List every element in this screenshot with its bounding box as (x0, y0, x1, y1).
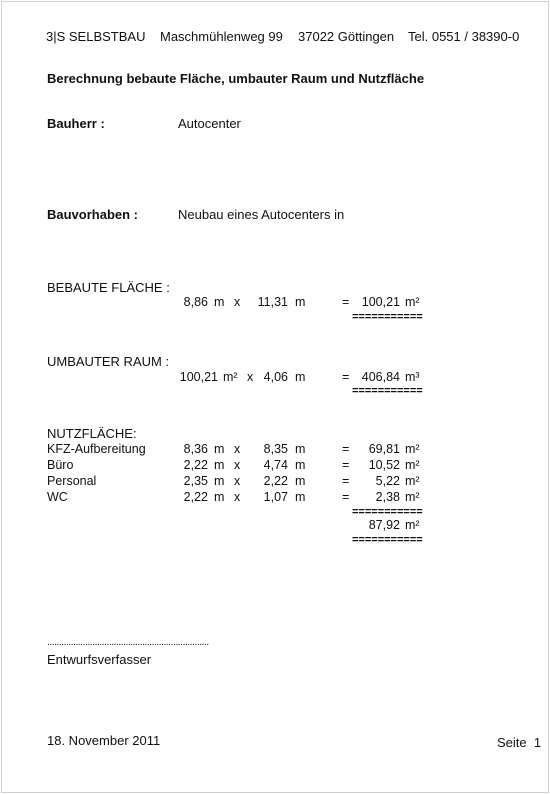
nutz-row-a: 8,36 (183, 442, 208, 456)
nutz-row-unit2: m (295, 474, 306, 488)
umbauter-double-underline: =========== (352, 385, 423, 397)
header-company: 3|S SELBSTBAU (46, 29, 146, 44)
nutz-double-underline: =========== (352, 534, 423, 546)
nutz-row-a: 2,35 (183, 474, 208, 488)
nutz-row-label: Büro (47, 458, 74, 472)
umbauter-a: 100,21 (179, 370, 218, 384)
bebaute-b: 11,31 (257, 295, 288, 309)
document-title: Berechnung bebaute Fläche, umbauter Raum und Nutzfläche (47, 71, 425, 86)
umbauter-result: 406,84 (361, 370, 400, 384)
umbauter-result-unit: m³ (405, 370, 420, 384)
nutz-row-times: x (234, 474, 241, 488)
umbauter-equals: = (342, 370, 350, 384)
nutz-row-unit1: m (214, 474, 225, 488)
nutz-row-b: 2,22 (263, 474, 288, 488)
nutz-row-times: x (234, 458, 241, 472)
nutz-row-result-unit: m² (405, 458, 420, 472)
header-street: Maschmühlenweg 99 (160, 29, 283, 44)
nutz-row-label: KFZ-Aufbereitung (47, 442, 146, 456)
umbauter-times: x (247, 370, 254, 384)
nutz-row-unit1: m (214, 442, 225, 456)
header-phone: Tel. 0551 / 38390-0 (408, 29, 520, 44)
umbauter-b: 4,06 (263, 370, 288, 384)
nutz-row-result-unit: m² (405, 474, 420, 488)
nutz-row-unit2: m (295, 490, 306, 504)
bebaute-a: 8,86 (183, 295, 208, 309)
nutz-row-unit2: m (295, 442, 306, 456)
nutz-row-result: 10,52 (368, 458, 400, 472)
nutz-row-unit1: m (214, 490, 225, 504)
bebaute-equals: = (342, 295, 350, 309)
bebaute-times: x (234, 295, 241, 309)
nutz-row-times: x (234, 442, 241, 456)
nutz-sum-line: =========== (352, 506, 423, 518)
bauvorhaben-label: Bauvorhaben : (47, 207, 139, 222)
footer-page-number: Seite 1 (497, 735, 542, 750)
nutz-row-unit2: m (295, 458, 306, 472)
bauvorhaben-value: Neubau eines Autocenters in (178, 207, 345, 222)
bebaute-result: 100,21 (361, 295, 400, 309)
nutz-row-times: x (234, 490, 241, 504)
nutz-row-b: 4,74 (263, 458, 288, 472)
nutz-row-b: 1,07 (263, 490, 288, 504)
nutz-row-a: 2,22 (183, 458, 208, 472)
header-city: 37022 Göttingen (298, 29, 395, 44)
nutz-row-result-unit: m² (405, 442, 420, 456)
nutz-row-equals: = (342, 442, 350, 456)
bebaute-heading: BEBAUTE FLÄCHE : (47, 280, 170, 295)
nutz-heading: NUTZFLÄCHE: (47, 426, 137, 441)
bebaute-double-underline: =========== (352, 311, 423, 323)
document-page (1, 1, 549, 793)
umbauter-unit2: m (295, 370, 306, 384)
nutz-row-label: WC (47, 490, 68, 504)
nutz-row-b: 8,35 (263, 442, 288, 456)
nutz-row-label: Personal (47, 474, 97, 488)
bebaute-unit1: m (214, 295, 225, 309)
nutz-row-equals: = (342, 490, 350, 504)
nutz-total: 87,92 (368, 518, 400, 532)
bebaute-result-unit: m² (405, 295, 420, 309)
bauherr-label: Bauherr : (47, 116, 105, 131)
signature-line: .................................................................... (47, 637, 209, 648)
nutz-row-result: 5,22 (375, 474, 400, 488)
footer-date: 18. November 2011 (47, 733, 161, 748)
nutz-row-unit1: m (214, 458, 225, 472)
nutz-row-result: 2,38 (375, 490, 400, 504)
umbauter-unit1: m² (223, 370, 238, 384)
nutz-row-equals: = (342, 474, 350, 488)
nutz-row-result-unit: m² (405, 490, 420, 504)
nutz-row-equals: = (342, 458, 350, 472)
signature-label: Entwurfsverfasser (47, 652, 152, 667)
umbauter-heading: UMBAUTER RAUM : (47, 354, 170, 369)
bauherr-value: Autocenter (178, 116, 241, 131)
bebaute-unit2: m (295, 295, 306, 309)
nutz-row-result: 69,81 (368, 442, 400, 456)
nutz-row-a: 2,22 (183, 490, 208, 504)
nutz-total-unit: m² (405, 518, 420, 532)
